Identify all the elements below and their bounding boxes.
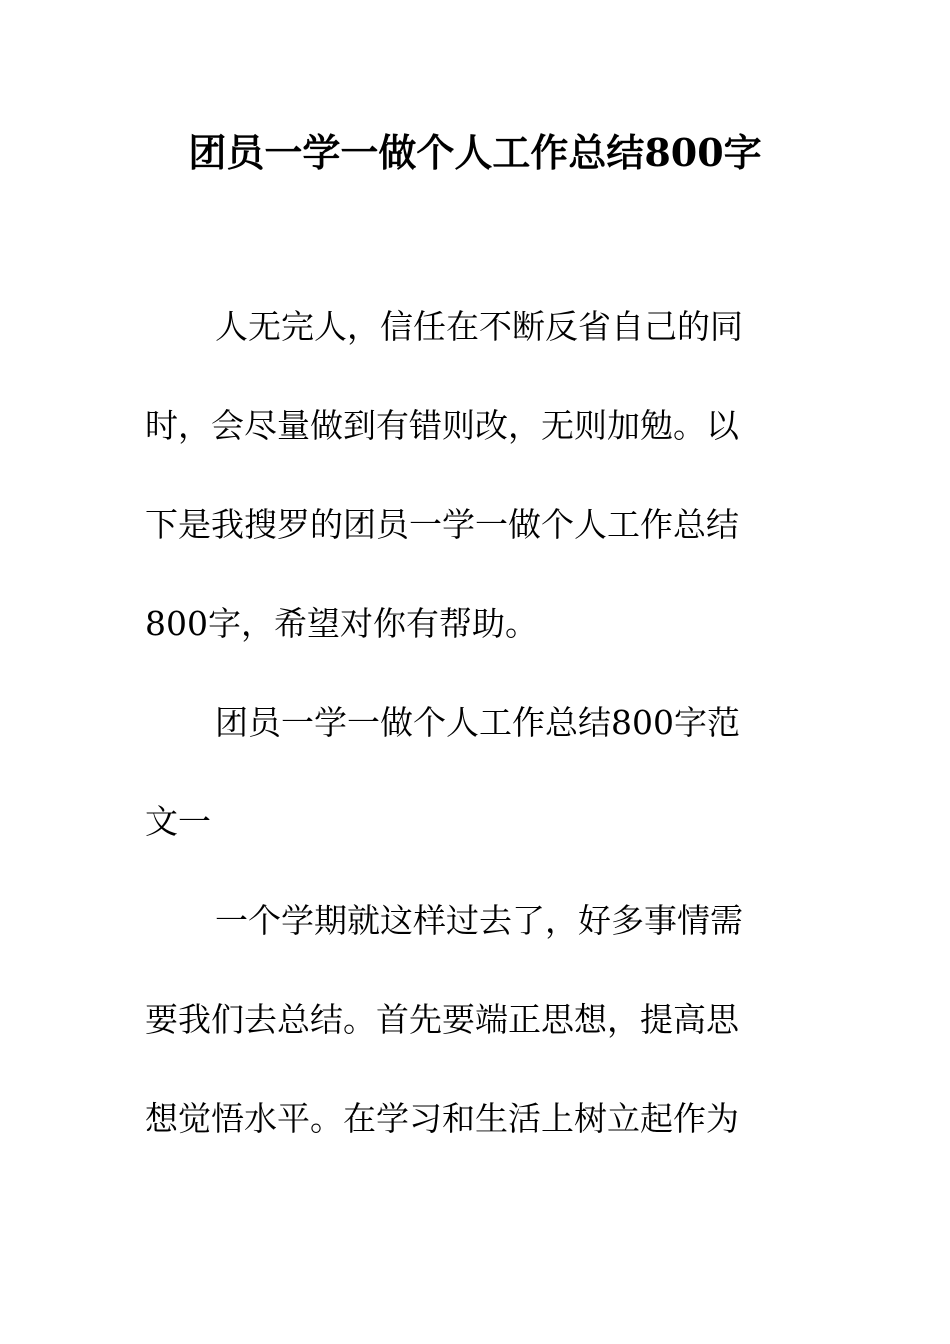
paragraph-1-line-1: 人无完人，信任在不断反省自己的同 bbox=[215, 307, 743, 346]
paragraph-3-line-3: 想觉悟水平。在学习和生活上树立起作为 bbox=[145, 1099, 739, 1138]
paragraph-2-line-1: 团员一学一做个人工作总结800字范 bbox=[215, 703, 740, 742]
paragraph-1-line-4: 800字，希望对你有帮助。 bbox=[145, 604, 538, 643]
paragraph-1-line-2: 时，会尽量做到有错则改，无则加勉。以 bbox=[145, 406, 739, 445]
document-title: 团员一学一做个人工作总结800字 bbox=[188, 130, 762, 175]
paragraph-3-line-1: 一个学期就这样过去了，好多事情需 bbox=[215, 901, 743, 940]
paragraph-1-line-3: 下是我搜罗的团员一学一做个人工作总结 bbox=[145, 505, 739, 544]
paragraph-3-line-2: 要我们去总结。首先要端正思想，提高思 bbox=[145, 1000, 739, 1039]
paragraph-2-line-2: 文一 bbox=[145, 802, 211, 841]
